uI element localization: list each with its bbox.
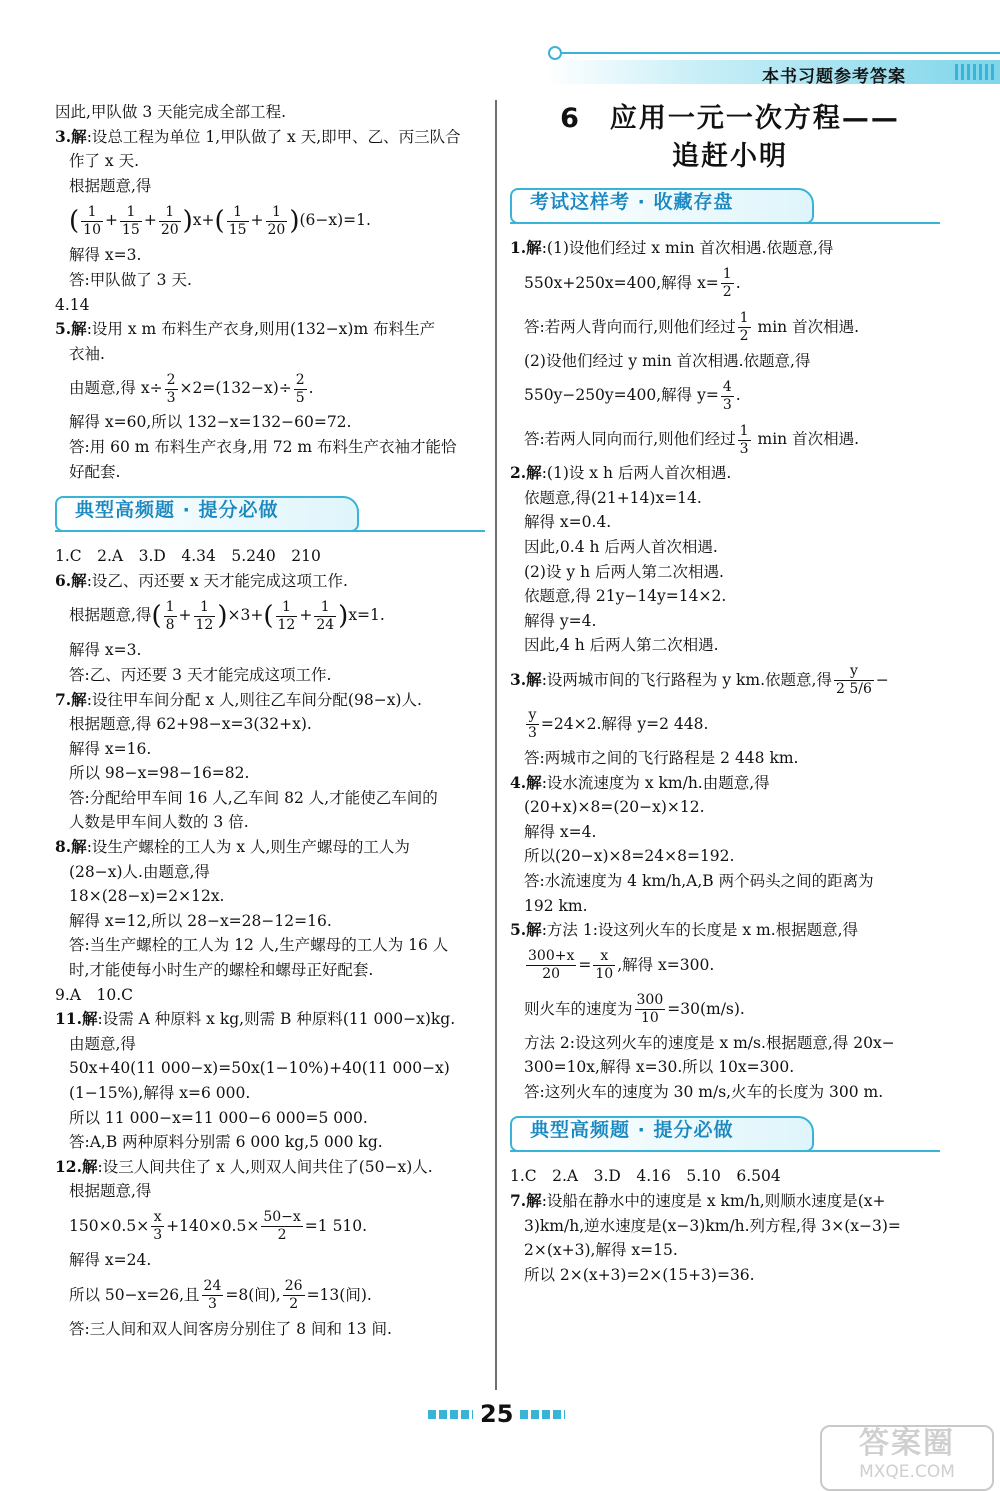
- q11-line6: 答:A,B 两种原料分别需 6 000 kg,5 000 kg.: [69, 1133, 383, 1152]
- q5-equation: 由题意,得 x÷ $\frac{2}{3}$ ×2=(132−x)÷ $\frac{2}{5}$ .: [69, 371, 314, 406]
- r-q3-line1: 3.解:设两城市间的飞行路程为 y km.依题意,得 $\frac{y}{2 5/6}$ −: [510, 663, 889, 698]
- q7-line6: 人数是甲车间人数的 3 倍.: [69, 813, 249, 832]
- q11-line1: 11.解:设需 A 种原料 x kg,则需 B 种原料(11 000−x)kg.: [55, 1009, 456, 1029]
- r-q1-line2: 550x+250x=400,解得 x= $\frac{1}{2}$ .: [524, 266, 741, 301]
- q12-line4: 解得 x=24.: [69, 1250, 152, 1269]
- q7-line5: 答:分配给甲车间 16 人,乙车间 82 人,才能使乙车间的: [69, 788, 438, 807]
- r-q4-line1: 4.解:设水流速度为 x km/h.由题意,得: [510, 772, 770, 792]
- r-q5-line3: 则火车的速度为 $\frac{300}{10}$ =30(m/s).: [524, 992, 745, 1027]
- left-column: [55, 100, 487, 1341]
- column-divider: [495, 100, 497, 1390]
- q11-line4: (1−15%),解得 x=6 000.: [69, 1084, 251, 1102]
- r-q2-line7: 解得 y=4.: [524, 611, 597, 630]
- r-q4-line6: 192 km.: [524, 896, 588, 915]
- right-section-banner-1: [510, 182, 950, 228]
- r-q7-line4: 所以 2×(x+3)=2×(15+3)=36.: [524, 1265, 755, 1284]
- q7-line3: 解得 x=16.: [69, 739, 152, 758]
- q11-line2: 由题意,得: [69, 1034, 136, 1053]
- q12-line6: 答:三人间和双人间客房分别住了 8 间和 13 间.: [69, 1319, 392, 1338]
- q8-line4: 解得 x=12,所以 28−x=28−12=16.: [69, 911, 332, 930]
- r-q3-line2: $\frac{y}{3}$ =24×2.解得 y=2 448.: [528, 707, 709, 742]
- q5-line5: 答:用 60 m 布料生产衣身,用 72 m 布料生产衣袖才能恰: [69, 437, 457, 456]
- r-q7-line2: 3)km/h,逆水速度是(x−3)km/h.列方程,得 3×(x−3)=: [524, 1216, 901, 1235]
- r-q2-line6: 依题意,得 21y−14y=14×2.: [524, 587, 727, 606]
- r-q2-line3: 解得 x=0.4.: [524, 513, 612, 532]
- q3-equation: ( $\frac{1}{10}$ + $\frac{1}{15}$ + $\frac{1}{20}$ )x+( $\frac{1}{15}$ + $\frac{1}{20}$ )(6−x)=1.: [69, 203, 371, 238]
- r-answers-1-6: 1.C 2.A 3.D 4.16 5.10 6.504: [510, 1167, 781, 1186]
- section-title-line1: 6 应用一元一次方程——: [560, 103, 900, 134]
- r-q5-line1: 5.解:方法 1:设这列火车的长度是 x m.根据题意,得: [510, 920, 859, 940]
- q5-line6: 好配套.: [69, 462, 121, 481]
- right-section-banner-2: [510, 1110, 950, 1156]
- q3-line3: 根据题意,得: [69, 176, 152, 195]
- q8-line1: 8.解:设生产螺栓的工人为 x 人,则生产螺母的工人为: [55, 837, 410, 857]
- r-q4-line3: 解得 x=4.: [524, 822, 597, 841]
- r-q1-line5: 550y−250y=400,解得 y= $\frac{4}{3}$ .: [524, 378, 741, 413]
- r-q4-line5: 答:水流速度为 4 km/h,A,B 两个码头之间的距离为: [524, 871, 874, 890]
- q8-line2: (28−x)人.由题意,得: [69, 862, 210, 881]
- r-q5-line2: $\frac{300+x}{20}$ = $\frac{x}{10}$ ,解得 x=300.: [528, 948, 715, 983]
- r-q7-line3: 2×(x+3),解得 x=15.: [524, 1241, 678, 1260]
- r-q1-line4: (2)设他们经过 y min 首次相遇.依题意,得: [524, 351, 811, 370]
- footer-bar-left: [428, 1410, 473, 1419]
- r-q4-line4: 所以(20−x)×8=24×8=192.: [524, 847, 735, 866]
- q8-line3: 18×(28−x)=2×12x.: [69, 887, 225, 906]
- r-q2-line1: 2.解:(1)设 x h 后两人首次相遇.: [510, 463, 732, 483]
- q5-line4: 解得 x=60,所以 132−x=132−60=72.: [69, 413, 352, 432]
- q7-line4: 所以 98−x=98−16=82.: [69, 764, 250, 783]
- q3-line6: 答:甲队做了 3 天.: [69, 270, 192, 289]
- left-banner-title: 典型高频题 · 提分必做: [75, 499, 279, 522]
- q12-line5: 所以 50−x=26,且 $\frac{24}{3}$ =8(间), $\frac{26}{2}$ =13(间).: [69, 1278, 372, 1313]
- r-q1-line1: 1.解:(1)设他们经过 x min 首次相遇.依题意,得: [510, 238, 834, 257]
- q7-line2: 根据题意,得 62+98−x=3(32+x).: [69, 715, 312, 734]
- r-q3-line3: 答:两城市之间的飞行路程是 2 448 km.: [524, 748, 799, 767]
- q6-line1: 6.解:设乙、丙还要 x 天才能完成这项工作.: [55, 570, 348, 590]
- r-q2-line4: 因此,0.4 h 后两人首次相遇.: [524, 537, 718, 556]
- r-q1-line6: 答:若两人同向而行,则他们经过 $\frac{1}{3}$ min 首次相遇.: [524, 422, 859, 457]
- r-q4-line2: (20+x)×8=(20−x)×12.: [524, 798, 705, 817]
- r-q5-line5: 300=10x,解得 x=30.所以 10x=300.: [524, 1058, 795, 1077]
- r-q1-line3: 答:若两人背向而行,则他们经过 $\frac{1}{2}$ min 首次相遇.: [524, 310, 859, 345]
- r-q5-line4: 方法 2:设这列火车的速度是 x m/s.根据题意,得 20x−: [524, 1033, 895, 1052]
- right-banner2-title: 典型高频题 · 提分必做: [530, 1119, 734, 1142]
- header-line: [562, 52, 1000, 54]
- q11-line5: 所以 11 000−x=11 000−6 000=5 000.: [69, 1108, 368, 1127]
- q11-line3: 50x+40(11 000−x)=50x(1−10%)+40(11 000−x): [69, 1059, 450, 1078]
- section-title-line2: 追赶小明: [672, 141, 788, 172]
- q5-line2: 衣袖.: [69, 344, 105, 363]
- answers-9-10: 9.A 10.C: [55, 985, 133, 1004]
- r-q7-line1: 7.解:设船在静水中的速度是 x km/h,则顺水速度是(x+: [510, 1191, 886, 1211]
- right-banner1-title: 考试这样考 · 收藏存盘: [530, 191, 734, 213]
- page-number: 25: [480, 1400, 514, 1428]
- r-q2-line2: 依题意,得(21+14)x=14.: [524, 488, 702, 507]
- q6-line4: 答:乙、丙还要 3 天才能完成这项工作.: [69, 665, 332, 684]
- watermark-logo: 答案圈 MXQE.COM: [820, 1425, 994, 1491]
- q7-line1: 7.解:设往甲车间分配 x 人,则往乙车间分配(98−x)人.: [55, 689, 422, 709]
- q3-line1: 3.解:设总工程为单位 1,甲队做了 x 天,即甲、乙、丙三队合: [55, 126, 461, 146]
- q5-line1: 5.解:设用 x m 布料生产衣身,则用(132−x)m 布料生产: [55, 319, 436, 339]
- r-q2-line5: (2)设 y h 后两人第二次相遇.: [524, 562, 724, 581]
- q12-equation: 150×0.5× $\frac{x}{3}$ +140×0.5× $\frac{50-x}{2}$ =1 510.: [69, 1209, 368, 1244]
- footer-bar-right: [520, 1410, 565, 1419]
- left-section-banner: [55, 490, 487, 536]
- q3-line2: 作了 x 天.: [69, 152, 140, 171]
- q8-line5: 答:当生产螺栓的工人为 12 人,生产螺母的工人为 16 人: [69, 936, 449, 955]
- answers-1-5: 1.C 2.A 3.D 4.34 5.240 210: [55, 547, 321, 566]
- right-column: [510, 100, 950, 1287]
- header-dot: [548, 46, 562, 60]
- q6-line3: 解得 x=3.: [69, 641, 142, 660]
- q8-line6: 时,才能使每小时生产的螺栓和螺母正好配套.: [69, 961, 374, 980]
- header-stripes: [955, 64, 995, 80]
- r-q2-line8: 因此,4 h 后两人第二次相遇.: [524, 636, 719, 655]
- q12-line1: 12.解:设三人间共住了 x 人,则双人间共住了(50−x)人.: [55, 1156, 433, 1176]
- q6-equation: 根据题意,得( $\frac{1}{8}$ + $\frac{1}{12}$ )×3+( $\frac{1}{12}$ + $\frac{1}{24}$ )x=1.: [69, 598, 385, 633]
- q12-line2: 根据题意,得: [69, 1182, 152, 1201]
- answer-4: 4.14: [55, 295, 90, 314]
- r-q5-line6: 答:这列火车的速度为 30 m/s,火车的长度为 300 m.: [524, 1082, 884, 1101]
- left-p1: 因此,甲队做 3 天能完成全部工程.: [55, 103, 287, 121]
- header-title: 本书习题参考答案: [762, 67, 906, 87]
- q3-line5: 解得 x=3.: [69, 246, 142, 265]
